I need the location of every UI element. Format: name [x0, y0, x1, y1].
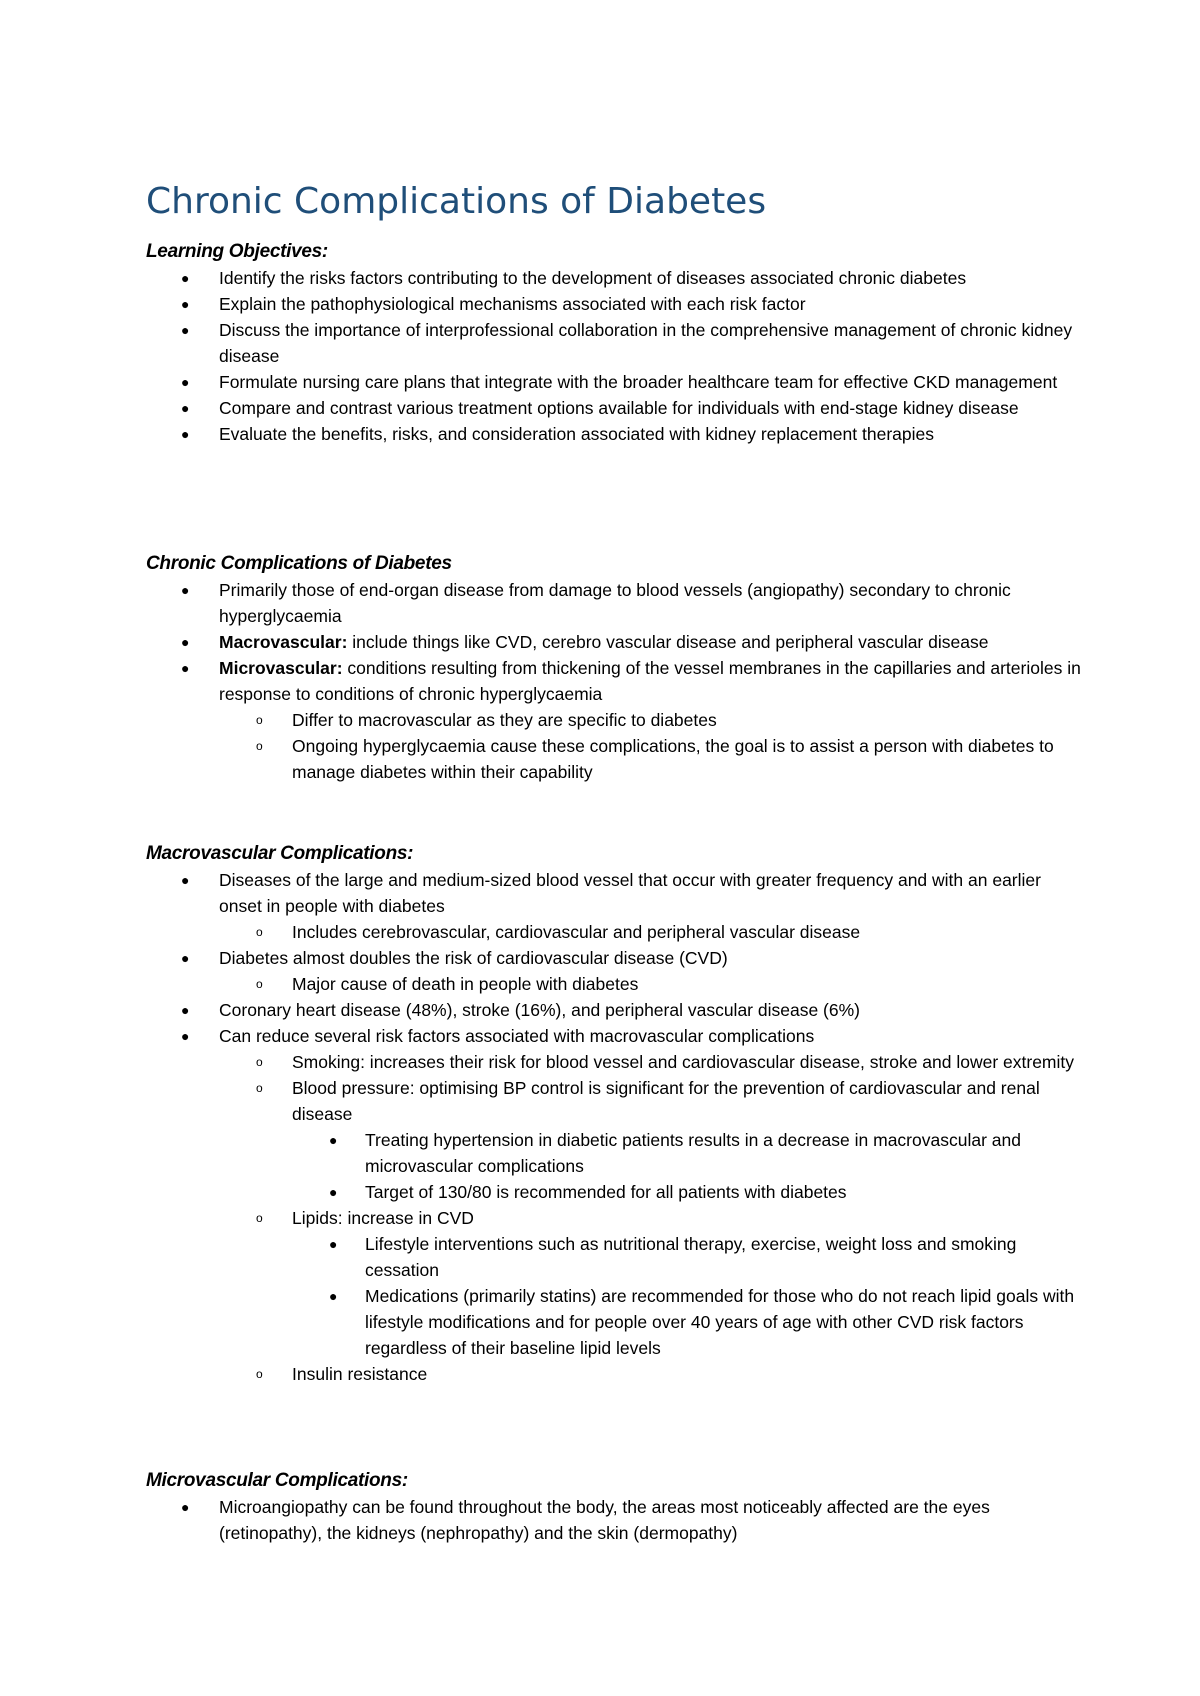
list-item-text: Target of 130/80 is recommended for all patients with diabetes [365, 1182, 847, 1202]
circle-bullet-icon: o [256, 1081, 263, 1095]
document-title: Chronic Complications of Diabetes [146, 181, 767, 222]
circle-bullet-icon: o [256, 1055, 263, 1069]
bullet-icon: ● [181, 270, 190, 286]
bullet-icon: ● [181, 400, 190, 416]
list-item [146, 997, 1086, 1023]
macrovascular-lead: Macrovascular: [219, 632, 348, 652]
bullet-icon: ● [181, 582, 190, 598]
circle-bullet-icon: o [256, 739, 263, 753]
list-item [146, 629, 1086, 655]
list-item-text: Treating hypertension in diabetic patients results in a decrease in macrovascular and microvascular complications [365, 1130, 1021, 1176]
bullet-icon: ● [181, 1002, 190, 1018]
list-item [146, 945, 1086, 971]
list-item-text: Ongoing hyperglycaemia cause these complications, the goal is to assist a person with diabetes to manage diabetes within their capability [292, 736, 1054, 782]
chronic-complications-list [146, 577, 1086, 785]
sub-list-item [146, 971, 1086, 997]
list-item-text: include things like CVD, cerebro vascular disease and peripheral vascular disease [347, 632, 989, 652]
bullet-icon: ● [181, 296, 190, 312]
bullet-icon: ● [181, 634, 190, 650]
list-item-text: Diabetes almost doubles the risk of cardiovascular disease (CVD) [219, 948, 728, 968]
list-item [146, 1494, 1086, 1546]
list-item-text: conditions resulting from thickening of the vessel membranes in the capillaries and arterioles in response to conditions of chronic hyperglycaemia [219, 658, 1081, 704]
macrovascular-section [146, 840, 1086, 1387]
circle-bullet-icon: o [256, 977, 263, 991]
circle-bullet-icon: o [256, 925, 263, 939]
microvascular-heading: Microvascular Complications: [146, 1470, 408, 1491]
list-item [146, 291, 1086, 317]
circle-bullet-icon: o [256, 1211, 263, 1225]
learning-objectives-section [146, 238, 1086, 447]
bullet-icon: ● [181, 1028, 190, 1044]
macrovascular-list [146, 867, 1086, 1387]
sub-list-item [146, 1049, 1086, 1075]
list-item-text: Blood pressure: optimising BP control is significant for the prevention of cardiovascular and renal disease [292, 1078, 1040, 1124]
sub-list-item [146, 707, 1086, 733]
macrovascular-heading: Macrovascular Complications: [146, 843, 414, 864]
list-item [146, 265, 1086, 291]
list-item-text: Can reduce several risk factors associated with macrovascular complications [219, 1026, 815, 1046]
sub-list-item [146, 919, 1086, 945]
list-item-text: Medications (primarily statins) are recommended for those who do not reach lipid goals with lifestyle modifications and for people over 40 years of age with other CVD risk factors regardless of their baseline lipid levels [365, 1286, 1075, 1358]
list-item-text: Major cause of death in people with diabetes [292, 974, 639, 994]
list-item-text: Compare and contrast various treatment options available for individuals with end-stage kidney disease [219, 398, 1019, 418]
microvascular-lead: Microvascular: [219, 658, 343, 678]
list-item [146, 867, 1086, 919]
sub-list-item [146, 1205, 1086, 1231]
list-item-text: Formulate nursing care plans that integrate with the broader healthcare team for effective CKD management [219, 372, 1058, 392]
bullet-icon: ● [181, 1499, 190, 1515]
sub-sub-list-item [146, 1283, 1086, 1361]
list-item-text: Explain the pathophysiological mechanisms associated with each risk factor [219, 294, 806, 314]
list-item-text: Evaluate the benefits, risks, and consideration associated with kidney replacement therapies [219, 424, 934, 444]
sub-list-item [146, 733, 1086, 785]
microvascular-section [146, 1467, 1086, 1546]
list-item-text: Identify the risks factors contributing to the development of diseases associated chronic diabetes [219, 268, 967, 288]
list-item-text: Smoking: increases their risk for blood vessel and cardiovascular disease, stroke and lower extremity [292, 1052, 1075, 1072]
bullet-icon: ● [329, 1288, 338, 1304]
bullet-icon: ● [329, 1184, 338, 1200]
list-item [146, 1023, 1086, 1049]
bullet-icon: ● [181, 374, 190, 390]
list-item-text: Lifestyle interventions such as nutritional therapy, exercise, weight loss and smoking cessation [365, 1234, 1017, 1280]
list-item-text: Primarily those of end-organ disease from damage to blood vessels (angiopathy) secondary to chronic hyperglycaemia [219, 580, 1011, 626]
chronic-complications-section [146, 550, 1086, 785]
sub-list-item [146, 1075, 1086, 1127]
bullet-icon: ● [181, 950, 190, 966]
bullet-icon: ● [181, 322, 190, 338]
list-item-text: Differ to macrovascular as they are specific to diabetes [292, 710, 717, 730]
bullet-icon: ● [181, 872, 190, 888]
bullet-icon: ● [329, 1132, 338, 1148]
microvascular-list [146, 1494, 1086, 1546]
list-item-text: Discuss the importance of interprofessional collaboration in the comprehensive management of chronic kidney disease [219, 320, 1073, 366]
circle-bullet-icon: o [256, 1367, 263, 1381]
list-item [146, 655, 1086, 707]
chronic-complications-heading: Chronic Complications of Diabetes [146, 553, 452, 574]
bullet-icon: ● [181, 426, 190, 442]
list-item-text: Diseases of the large and medium-sized blood vessel that occur with greater frequency and with an earlier onset in people with diabetes [219, 870, 1041, 916]
bullet-icon: ● [181, 660, 190, 676]
list-item [146, 317, 1086, 369]
list-item-text: Coronary heart disease (48%), stroke (16%), and peripheral vascular disease (6%) [219, 1000, 860, 1020]
bullet-icon: ● [329, 1236, 338, 1252]
learning-objectives-heading: Learning Objectives: [146, 241, 328, 262]
list-item [146, 421, 1086, 447]
sub-sub-list-item [146, 1179, 1086, 1205]
sub-list-item [146, 1361, 1086, 1387]
sub-sub-list-item [146, 1231, 1086, 1283]
list-item-text: Lipids: increase in CVD [292, 1208, 474, 1228]
learning-objectives-list [146, 265, 1086, 447]
list-item-text: Includes cerebrovascular, cardiovascular and peripheral vascular disease [292, 922, 861, 942]
list-item [146, 369, 1086, 395]
list-item [146, 577, 1086, 629]
sub-sub-list-item [146, 1127, 1086, 1179]
list-item [146, 395, 1086, 421]
list-item-text: Insulin resistance [292, 1364, 428, 1384]
circle-bullet-icon: o [256, 713, 263, 727]
list-item-text: Microangiopathy can be found throughout the body, the areas most noticeably affected are the eyes (retinopathy), the kidneys (nephropathy) and the skin (dermopathy) [219, 1497, 990, 1543]
